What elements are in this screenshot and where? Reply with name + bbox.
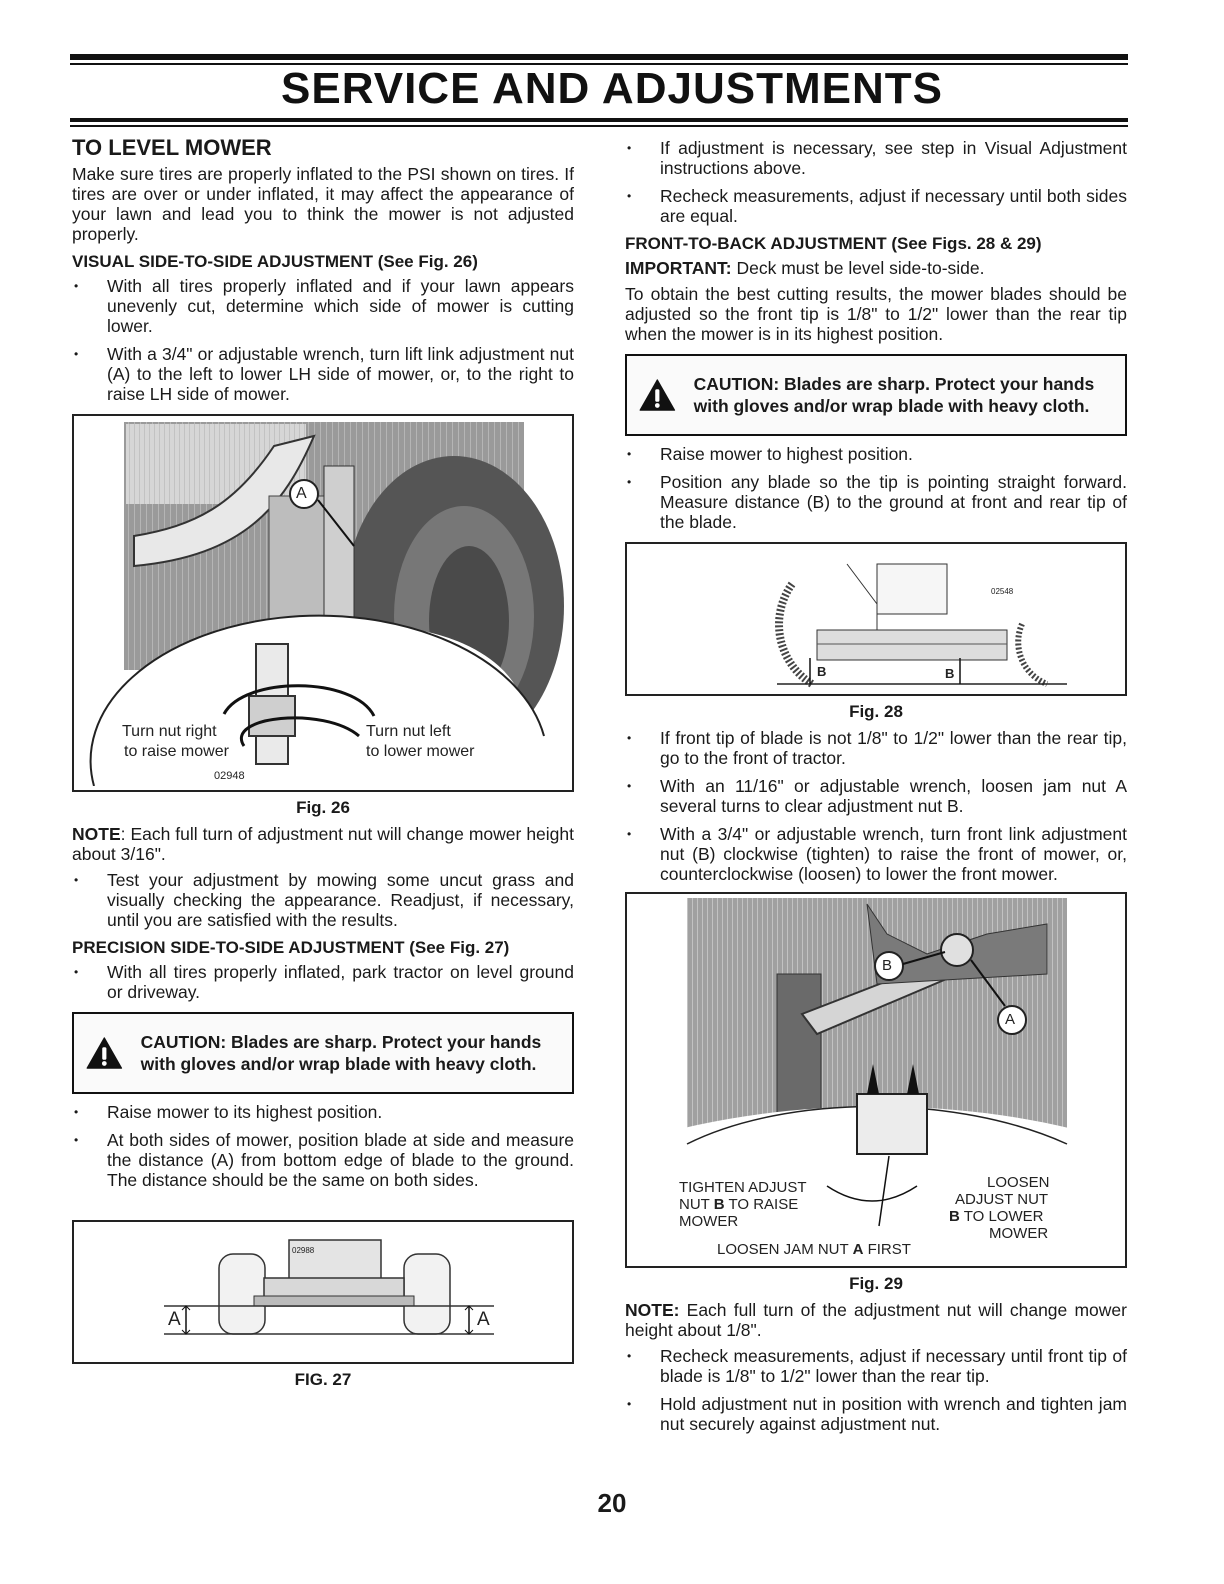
- caution-box: [625, 354, 1127, 436]
- figure-caption: Fig. 29: [849, 1274, 903, 1293]
- list-item: • With all tires properly inflated, park tractor on level ground or driveway.: [72, 962, 574, 1002]
- figure-28-illustration: [627, 544, 1125, 690]
- ftb-paragraph: To obtain the best cutting results, the mower blades should be adjusted so the front tip is 1/8" to 1/2" lower than the rear tip when the mower is in its highest position.: [625, 284, 1127, 344]
- subsection-heading: PRECISION SIDE-TO-SIDE ADJUSTMENT (See Fig. 27): [72, 938, 510, 957]
- header-rule: [70, 118, 1128, 122]
- turn-right-label: Turn nut right: [122, 723, 217, 740]
- tighten-label: MOWER: [679, 1213, 739, 1230]
- list-item: • With a 3/4" or adjustable wrench, turn front link adjustment nut (B) clockwise (tighten) to raise the front of mower, or, counterclockwise (loosen) to lower the front mower.: [625, 824, 1127, 884]
- right-column: [625, 132, 1127, 1442]
- warning-icon: [639, 364, 676, 426]
- list-item: • At both sides of mower, position blade at side and measure the distance (A) from bottom edge of blade to the ground. The distance should be the same on both sides.: [72, 1130, 574, 1190]
- jam-nut-label: [717, 1240, 911, 1260]
- figure-26: [72, 414, 574, 792]
- note-label: NOTE:: [625, 1300, 680, 1320]
- jam-nut-label-part: LOOSEN JAM NUT: [717, 1241, 853, 1258]
- left-column: [72, 132, 574, 1396]
- caution-text: CAUTION: Blades are sharp. Protect your hands with gloves and/or wrap blade with heavy cloth.: [140, 1032, 542, 1074]
- intro-paragraph: Make sure tires are properly inflated to the PSI shown on tires. If tires are over or under inflated, it may affect the appearance of your lawn and lead you to think the mower is not adjusted properly.: [72, 164, 574, 244]
- list-item: • Recheck measurements, adjust if necessary until front tip of blade is 1/8" to 1/2" lower than the rear tip.: [625, 1346, 1127, 1386]
- list-item: • With a 3/4" or adjustable wrench, turn lift link adjustment nut (A) to the left to lower LH side of mower, or, to the right to raise LH side of mower.: [72, 344, 574, 404]
- list-item: • Position any blade so the tip is pointing straight forward. Measure distance (B) to the ground at front and rear tip of the blade.: [625, 472, 1127, 532]
- figure-code: 02548: [991, 587, 1014, 596]
- note-paragraph: [72, 824, 574, 864]
- callout-a: A: [1005, 1011, 1016, 1028]
- figure-27-illustration: [74, 1222, 572, 1358]
- callout-a: A: [296, 485, 307, 502]
- list-item: • Test your adjustment by mowing some uncut grass and visually checking the appearance. Readjust, if necessary, until you are satisfied with the results.: [72, 870, 574, 930]
- page-number: 20: [597, 1488, 627, 1518]
- loosen-label: LOOSEN: [987, 1174, 1050, 1191]
- jam-nut-label-part: A: [852, 1241, 864, 1258]
- loosen-label: ADJUST NUT: [955, 1191, 1049, 1208]
- bullet-list: [72, 962, 574, 1002]
- caution-box: [72, 1012, 574, 1094]
- subsection-heading: VISUAL SIDE-TO-SIDE ADJUSTMENT (See Fig. 26): [72, 252, 478, 271]
- important-text: Deck must be level side-to-side.: [731, 258, 985, 278]
- section-heading: TO LEVEL MOWER: [72, 135, 272, 160]
- bullet-list: [625, 138, 1127, 226]
- list-item: • Raise mower to its highest position.: [72, 1102, 574, 1122]
- turn-left-label: Turn nut left: [366, 723, 451, 740]
- page-title: SERVICE AND ADJUSTMENTS: [281, 64, 943, 113]
- bullet-list: [625, 728, 1127, 884]
- label-a-right: A: [477, 1309, 490, 1330]
- subsection-heading: FRONT-TO-BACK ADJUSTMENT (See Figs. 28 & 29): [625, 234, 1042, 253]
- list-item: • If front tip of blade is not 1/8" to 1/2" lower than the rear tip, go to the front of tractor.: [625, 728, 1127, 768]
- list-item: • Hold adjustment nut in position with wrench and tighten jam nut securely against adjustment nut.: [625, 1394, 1127, 1434]
- tighten-label-part: TO RAISE: [724, 1196, 799, 1213]
- bullet-list: [625, 1346, 1127, 1434]
- header-rule: [70, 54, 1128, 60]
- tighten-label: TIGHTEN ADJUST: [679, 1179, 807, 1196]
- list-item: • Raise mower to highest position.: [625, 444, 1127, 464]
- list-item: • If adjustment is necessary, see step in Visual Adjustment instructions above.: [625, 138, 1127, 178]
- lower-mower-label: to lower mower: [366, 743, 475, 760]
- raise-mower-label: to raise mower: [124, 743, 229, 760]
- warning-icon: [86, 1022, 123, 1084]
- label-b-front: B: [817, 664, 827, 679]
- header-rule: [70, 125, 1128, 127]
- note-paragraph: [625, 1300, 1127, 1340]
- list-item: • With all tires properly inflated and if your lawn appears unevenly cut, determine which side of mower is cutting lower.: [72, 276, 574, 336]
- jam-nut-label-part: FIRST: [863, 1241, 911, 1258]
- bullet-list: [72, 276, 574, 404]
- loosen-label-part: B: [949, 1208, 960, 1225]
- note-text: Each full turn of the adjustment nut will change mower height about 1/8".: [625, 1300, 1127, 1340]
- figure-code: 02988: [292, 1246, 315, 1255]
- figure-caption: FIG. 27: [294, 1370, 352, 1389]
- list-item: • Recheck measurements, adjust if necessary until both sides are equal.: [625, 186, 1127, 226]
- figure-code: 02948: [214, 770, 245, 782]
- tighten-label-part: NUT: [679, 1196, 714, 1213]
- bullet-list: [72, 1102, 574, 1190]
- important-label: IMPORTANT:: [625, 258, 732, 278]
- figure-caption: Fig. 26: [296, 798, 350, 817]
- label-b-rear: B: [945, 666, 955, 681]
- figure-caption: Fig. 28: [849, 702, 903, 721]
- caution-text: CAUTION: Blades are sharp. Protect your hands with gloves and/or wrap blade with heavy cloth.: [693, 374, 1095, 416]
- loosen-label-part: TO LOWER: [959, 1208, 1044, 1225]
- list-item: • With an 11/16" or adjustable wrench, loosen jam nut A several turns to clear adjustment nut B.: [625, 776, 1127, 816]
- loosen-label: MOWER: [989, 1225, 1049, 1242]
- label-a-left: A: [168, 1309, 181, 1330]
- figure-27: [72, 1220, 574, 1364]
- bullet-list: [72, 870, 574, 930]
- note-label: NOTE: [72, 824, 121, 844]
- important-paragraph: [625, 258, 1127, 278]
- callout-b: B: [882, 957, 893, 974]
- note-text: : Each full turn of adjustment nut will change mower height about 3/16".: [72, 824, 574, 864]
- figure-29: [625, 892, 1127, 1268]
- bullet-list: [625, 444, 1127, 532]
- tighten-label-part: B: [713, 1196, 725, 1213]
- figure-28: [625, 542, 1127, 696]
